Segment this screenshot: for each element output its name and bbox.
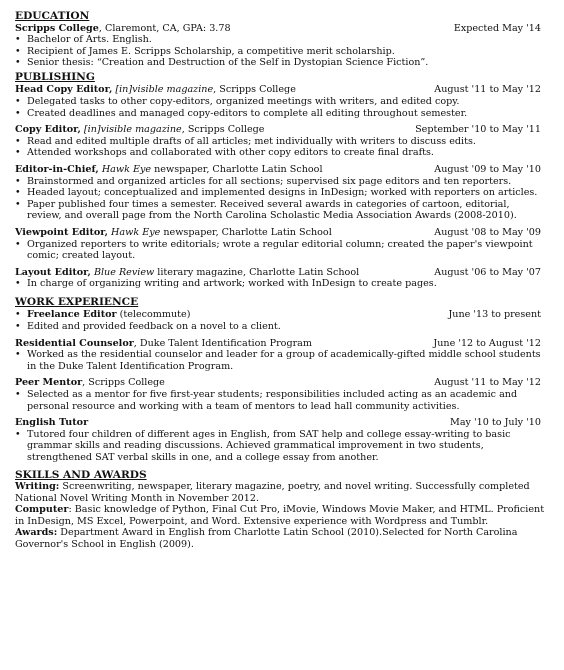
- publishing-entry: [15, 84, 546, 119]
- org-name: Hawk Eye: [111, 226, 161, 238]
- entry-bullets: [15, 136, 546, 159]
- section-heading-publishing: PUBLISHING: [15, 70, 95, 83]
- skill-label: Writing:: [15, 481, 60, 492]
- skill-label: Computer: [15, 504, 69, 516]
- list-item: • Brainstormed and organized articles for all sections; supervised six page editors and ten reporters.: [15, 176, 546, 188]
- entry-date: June '12 to August '12: [433, 337, 541, 349]
- org-name: Hawk Eye: [101, 163, 152, 175]
- list-item: • Worked as the residential counselor and leader for a group of academically-gifted middle school students in the Duke Talent Identification Program.: [15, 349, 546, 372]
- entry-line: [15, 124, 546, 136]
- entry-date: September '10 to May '11: [415, 124, 541, 136]
- entry-bullets: [15, 321, 546, 333]
- education-date: Expected May '14: [453, 22, 541, 34]
- work-section: [15, 296, 546, 464]
- school-detail: , Claremont, CA, GPA: 3.78: [98, 22, 231, 34]
- org-detail: , Duke Talent Identification Program: [133, 337, 312, 349]
- entry-date: May '10 to July '10: [450, 417, 541, 429]
- org-name: [in]visible magazine: [83, 124, 182, 136]
- list-item: • Selected as a mentor for five first-year students; responsibilities included acting as an academic and personal resource and working with a team of mentors to lead hall community activities.: [15, 389, 546, 412]
- org-detail: newspaper, Charlotte Latin School: [160, 226, 332, 238]
- entry-bullets: [15, 176, 546, 222]
- list-item: • Tutored four children of different ages in English, from SAT help and college essay-writing to basic grammar skills and reading discussions. Achieved grammatical improvement in two students, strengthened SAT verbal skills in one, and a college essay from another.: [15, 429, 546, 464]
- entry-date: August '11 to May '12: [434, 377, 541, 389]
- list-item: • Attended workshops and collaborated with other copy editors to create final drafts.: [15, 147, 546, 159]
- entry-bullets: [15, 349, 546, 372]
- entry-line: [15, 227, 546, 239]
- entry-title: [15, 84, 296, 96]
- role-title: Residential Counselor: [15, 337, 134, 349]
- entry-line: [15, 377, 546, 389]
- list-item: • Headed layout; conceptualized and implemented designs in InDesign; worked with reporters on articles.: [15, 187, 546, 199]
- list-item: • Created deadlines and managed copy-editors to complete all editing throughout semester.: [15, 108, 546, 120]
- entry-date: August '08 to May '09: [434, 226, 541, 238]
- list-item: • In charge of organizing writing and artwork; worked with InDesign to create pages.: [15, 278, 546, 290]
- list-item: • Paper published four times a semester. Received several awards in categories of cartoon, editorial, review, and overall page from the North Carolina Scholastic Media Association Awards (2008-2010).: [15, 199, 546, 222]
- education-section: [15, 10, 546, 69]
- list-item: • Recipient of James E. Scripps Scholarship, a competitive merit scholarship.: [15, 46, 546, 58]
- section-heading-skills: SKILLS AND AWARDS: [15, 468, 147, 481]
- publishing-entry: [15, 164, 546, 222]
- org-detail: literary magazine, Charlotte Latin School: [154, 266, 360, 278]
- entry-bullets: [15, 96, 546, 119]
- skill-awards: [15, 527, 546, 550]
- role-title: Freelance Editor: [27, 309, 117, 321]
- entry-title: [15, 309, 190, 321]
- skill-computer: [15, 504, 546, 527]
- role-title: English Tutor: [15, 417, 89, 429]
- entry-date: August '06 to May '07: [434, 266, 541, 278]
- role-title: Viewpoint Editor,: [15, 226, 108, 238]
- work-entry: [15, 417, 546, 463]
- role-title: Layout Editor,: [15, 266, 91, 278]
- work-entry: [15, 338, 546, 373]
- org-detail: , Scripps College: [213, 84, 296, 96]
- entry-title: [15, 377, 165, 389]
- bullet-marker: •: [15, 309, 21, 321]
- entry-date: June '13 to present: [448, 309, 541, 321]
- skill-text: Screenwriting, newspaper, literary magazine, poetry, and novel writing. Successfully completed National Novel Writing Month in November 2012.: [15, 481, 530, 504]
- entry-title: [15, 417, 88, 429]
- school-name: Scripps College: [15, 22, 99, 34]
- entry-date: August '09 to May '10: [434, 163, 541, 175]
- education-entry-line: [15, 23, 546, 35]
- publishing-entry: [15, 227, 546, 262]
- role-title: Peer Mentor: [15, 377, 83, 389]
- entry-bullets: [15, 278, 546, 290]
- org-detail: (telecommute): [116, 309, 191, 321]
- skill-label: Awards:: [15, 527, 58, 539]
- publishing-entry: [15, 124, 546, 159]
- role-title: Editor-in-Chief,: [15, 163, 99, 175]
- org-detail: , Scripps College: [181, 124, 265, 136]
- org-name: [in]visible magazine: [115, 84, 214, 96]
- entry-title: [15, 338, 312, 350]
- entry-bullets: [15, 239, 546, 262]
- work-entry: [15, 309, 546, 332]
- list-item: • Delegated tasks to other copy-editors, organized meetings with writers, and edited copy.: [15, 96, 546, 108]
- entry-line: [15, 84, 546, 96]
- list-item: • Edited and provided feedback on a novel to a client.: [15, 321, 546, 333]
- entry-line: [15, 417, 546, 429]
- education-title: [15, 23, 231, 35]
- education-bullets: [15, 34, 546, 69]
- entry-title: [15, 227, 332, 239]
- entry-title: [15, 164, 323, 176]
- skills-section: [15, 469, 546, 551]
- skill-text: : Basic knowledge of Python, Final Cut Pro, iMovie, Windows Movie Maker, and HTML. Proficient in InDesign, MS Excel, Powerpoint, and Word. Extensive experience with Wordpress and Tumblr.: [15, 504, 545, 527]
- entry-date: August '11 to May '12: [434, 84, 541, 96]
- list-item: • Organized reporters to write editorials; wrote a regular editorial column; created the paper's viewpoint comic; created layout.: [15, 239, 546, 262]
- skill-writing: [15, 481, 546, 504]
- skill-text: Department Award in English from Charlotte Latin School (2010).Selected for North Carolina Governor's School in English (2009).: [15, 527, 518, 550]
- entry-title: [15, 267, 359, 279]
- entry-line: [15, 267, 546, 279]
- org-name: Blue Review: [93, 266, 155, 278]
- list-item: • Senior thesis: “Creation and Destruction of the Self in Dystopian Science Fiction”.: [15, 57, 546, 69]
- role-title: Head Copy Editor,: [15, 84, 113, 96]
- org-detail: , Scripps College: [82, 377, 165, 389]
- entry-line: [15, 309, 546, 321]
- entry-bullets: [15, 429, 546, 464]
- entry-line: [15, 338, 546, 350]
- list-item: • Bachelor of Arts. English.: [15, 34, 546, 46]
- publishing-section: [15, 71, 546, 290]
- role-title: Copy Editor,: [15, 124, 81, 136]
- section-heading-education: EDUCATION: [15, 10, 90, 22]
- org-detail: newspaper, Charlotte Latin School: [151, 163, 323, 175]
- work-entry: [15, 377, 546, 412]
- entry-bullets: [15, 389, 546, 412]
- list-item: • Read and edited multiple drafts of all articles; met individually with writers to discuss edits.: [15, 136, 546, 148]
- section-heading-work: WORK EXPERIENCE: [15, 295, 139, 308]
- publishing-entry: [15, 267, 546, 290]
- entry-title: [15, 124, 264, 136]
- entry-line: [15, 164, 546, 176]
